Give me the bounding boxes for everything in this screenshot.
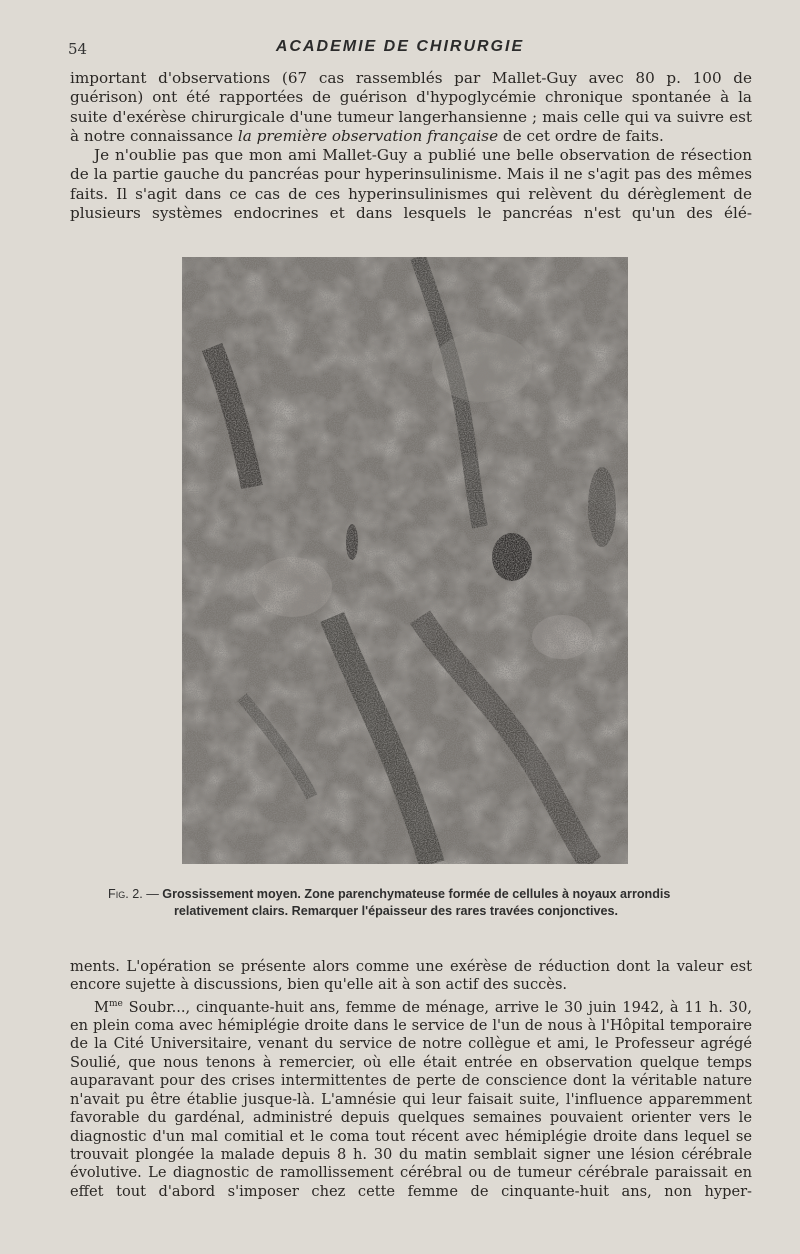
paragraph-2: Je n'oublie pas que mon ami Mallet-Guy a publié une belle observation de résection de la partie gauche du pancréas pour hyperinsulinisme. Mais il ne s'agit pas des mêmes faits. Il s'agit dans ce cas de ces hyperinsulinismes qui relèvent du dérèglement de plusieurs systèmes endocrines et dans lesquels le pancréas n'est qu'un des élé- (70, 146, 752, 223)
figure-label: Fig. 2. — (108, 887, 159, 901)
paragraph-1 (70, 69, 752, 146)
running-head: ACADEMIE DE CHIRURGIE (275, 38, 525, 55)
paragraph-4-body: Soubr..., cinquante-huit ans, femme de ménage, arrive le 30 juin 1942, à 11 h. 30, en plein coma avec hémiplégie droite dans le service de l'un de nous à l'Hôpital temporaire de la Cité Universitaire, venant du service de notre collègue et ami, le Professeur agrégé Soulié, que nous tenons à remercier, où elle était entrée en observation quelque temps auparavant pour des crises intermittentes de perte de conscience dont la véritable nature n'avait pu être établie jusque-là. L'amnésie qui leur faisait suite, l'influence apparemment favorable du gardénal, administré depuis quelques semaines pouvaient orienter vers le diagnostic d'un mal comitial et le coma tout récent avec hémiplégie droite dans lequel se trouvait plongée la malade depuis 8 h. 30 du matin semblait signer une lésion cérébrale évolutive. Le diagnostic de ramollissement cérébral ou de tumeur cérébrale paraissait en effet tout d'abord s'imposer chez cette femme de cinquante-huit ans, non hyper- (70, 998, 752, 1200)
paragraph-4 (70, 995, 752, 1201)
paragraph-1-start: important d'observations (67 cas rassemblés par Mallet-Guy avec 80 p. 100 de guérison) ont été rapportées de guérison d'hypoglycémie chronique spontanée à la suite d'exérèse chirurgicale d'une tumeur langerhansienne ; mais celle qui va suivre est à notre connaissance (70, 69, 752, 145)
figure-caption (108, 886, 728, 920)
caption-line-2: relativement clairs. Remarquer l'épaisseur des rares travées conjonctives. (174, 904, 619, 918)
caption-line-1: Grossissement moyen. Zone parenchymateuse formée de cellules à noyaux arrondis (162, 887, 671, 901)
micrograph-image (182, 257, 628, 864)
top-text-block (70, 69, 752, 223)
bottom-text-block (70, 958, 752, 1201)
paragraph-1-end: de cet ordre de faits. (498, 126, 664, 145)
page-number: 54 (68, 40, 88, 58)
emphasis-text: la première observation française (237, 126, 499, 145)
paragraph-3: ments. L'opération se présente alors comme une exérèse de réduction dont la valeur est encore sujette à discussions, bien qu'elle ait à son actif des succès. (70, 958, 752, 994)
honorific: M (94, 998, 109, 1016)
honorific-superscript: me (108, 998, 123, 1009)
